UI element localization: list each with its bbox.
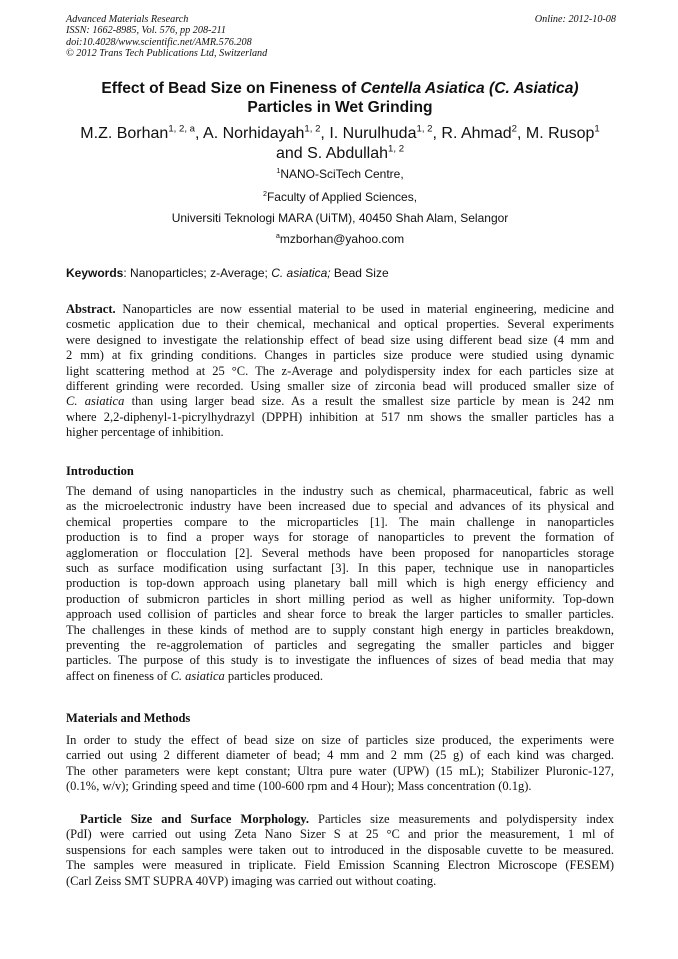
issn-line: ISSN: 1662-8985, Vol. 576, pp 208-211 <box>66 25 226 37</box>
affiliation-2: $^2$Faculty of Applied Sciences, <box>262 189 418 204</box>
keywords: Keywords: Nanoparticles; z-Average; C. asiatica; Bead Size <box>66 266 389 280</box>
doi-line: doi:10.4028/www.scientific.net/AMR.576.208 <box>66 36 252 48</box>
title-line-1: Effect of Bead Size on Fineness of Centella Asiatica (C. Asiatica) <box>101 80 579 97</box>
author: S. Abdullah <box>307 144 389 162</box>
online-date: Online: 2012-10-08 <box>534 14 616 25</box>
title-line-2: Particles in Wet Grinding <box>247 98 433 116</box>
paper-title <box>60 80 620 117</box>
abstract-paragraph: Abstract. Nanoparticles are now essential material to be used in material engineering, medicine and cosmetic application due to their chemical, mechanical and optical properties. Several experiments were designed to investigate the relationship effect of bead size using different bead size (4 mm and 2 mm) at fix grinding conditions. Changes in particles size produce were studied using dynamic light scattering method at 25 °C. The z-Average and polydispersity index for each particles size at different grinding were recorded. Using smaller size of zirconia bead will produced smaller size of C. asiatica than using larger bead size. As a result the smallest size particle by mean is 242 nm where 2,2-diphenyl-1-picrylhydrazyl (DPPH) inhibition at 517 nm shows the smaller particles has a higher percentage of inhibition. <box>66 302 614 440</box>
email-address: mzborhan@yahoo.com <box>279 232 405 246</box>
title-species: Centella Asiatica (C. Asiatica) <box>360 80 579 97</box>
abstract-label: Abstract. <box>66 302 116 316</box>
author: M.Z. Borhan <box>80 125 169 142</box>
affiliation-3: Universiti Teknologi MARA (UiTM), 40450 Shah Alam, Selangor <box>171 211 509 225</box>
particle-size-paragraph: Particle Size and Surface Morphology. Particles size measurements and polydispersity index (PdI) were carried out using Zeta Nano Sizer S at 25 °C and prior the measurement, 1 ml of suspensions for each samples were taken out to introduced in the disposable cuvette to be measured. The samples were measured in triplicate. Field Emission Scanning Electron Microscope (FESEM) (Carl Zeiss SMT SUPRA 40VP) imaging was carried out without coating. <box>66 812 614 888</box>
journal-name: Advanced Materials Research <box>66 14 189 25</box>
journal-header <box>66 14 616 60</box>
keywords-label: Keywords <box>66 266 124 280</box>
copyright-line: © 2012 Trans Tech Publications Ltd, Switzerland <box>66 48 268 60</box>
author-list: M.Z. Borhan$^{1, 2, a}$, A. Norhidayah$^{1, 2}$, I. Nurulhuda$^{1, 2}$, R. Ahmad$^2$, M. Rusop$^1$ and S. Abdullah$^{1, 2}$ <box>80 123 600 162</box>
methods-paragraph: In order to study the effect of bead size on size of particles size produced, the experiments were carried out using 2 different diameter of bead; 4 mm and 2 mm (25 g) of each kind was charged. The other parameters were kept constant; Ultra pure water (UPW) (15 mL); Stabilizer Pluronic-127, (0.1%, w/v); Grinding speed and time (100-600 rpm and 4 Hour); Mass concentration (0.1g). <box>66 733 614 794</box>
author: M. Rusop <box>525 125 595 142</box>
methods-heading: Materials and Methods <box>66 711 191 725</box>
affiliation-1: $^1$NANO-SciTech Centre, <box>276 166 404 181</box>
particle-size-label: Particle Size and Surface Morphology. <box>80 812 309 826</box>
author: I. Nurulhuda <box>329 125 417 142</box>
introduction-paragraph: The demand of using nanoparticles in the industry such as chemical, pharmaceutical, fabric as well as the microelectronic industry have been increased due to special and advances of its physical and chemical properties compare to the microparticles [1]. The main challenge in nanoparticles production is to find a proper ways for storage of nanoparticles to prevent the formation of agglomeration or flocculation [2]. Several methods have been proposed for nanoparticles storage such as surface modification using surfactant [3]. In this paper, technique use in nanoparticles production is top-down approach using planetary ball mill which is high energy efficiency and production of submicron particles in short milling period as well as higher uniformity. Top-down approach used collision of particles and shear force to break the larger particles to smaller particles. The challenges in these kinds of method are to supply constant high energy in particles breakdown, preventing the re-aggrolemation of particles and segregating the smaller particles and bigger particles. The purpose of this study is to investigate the influences of sizes of bead media that may affect on fineness of C. asiatica particles produced. <box>66 484 614 683</box>
author: A. Norhidayah <box>203 125 305 142</box>
author-email: $^a$mzborhan@yahoo.com <box>275 231 405 246</box>
introduction-heading: Introduction <box>66 464 134 478</box>
author: R. Ahmad <box>441 125 512 142</box>
